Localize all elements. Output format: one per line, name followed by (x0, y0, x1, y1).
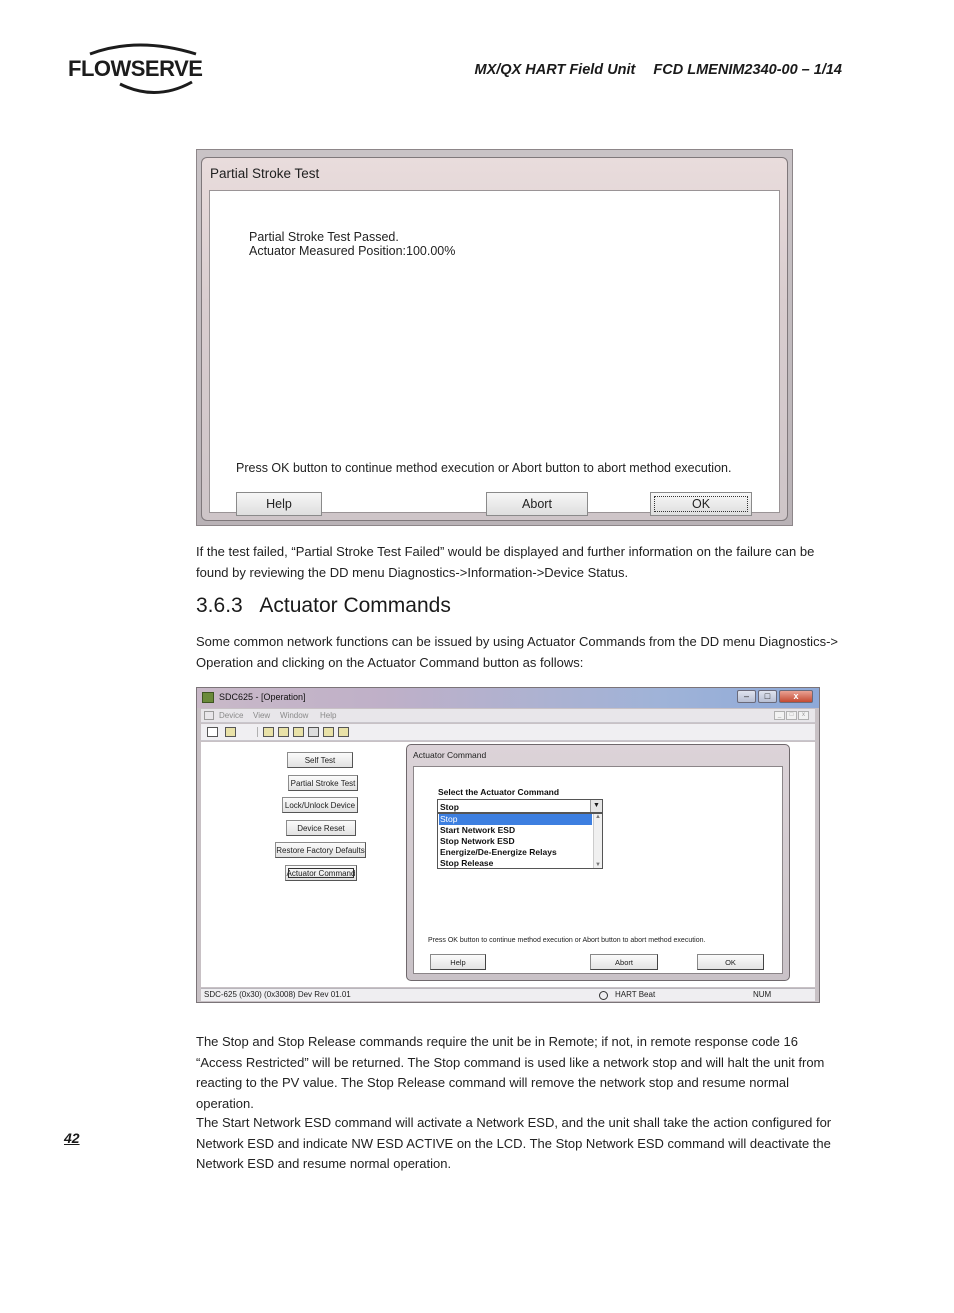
refresh-icon[interactable] (293, 727, 304, 737)
paragraph-intro: Some common network functions can be issued by using Actuator Commands from the DD menu Diagnostics-> Operation and clicking on the Actuator Command button as follows: (196, 634, 838, 670)
actuator-command-select[interactable] (437, 799, 603, 813)
toolbar (201, 724, 815, 741)
continue-prompt: Press OK button to continue method execution or Abort button to abort method execution. (236, 461, 732, 475)
paragraph-test-failed: If the test failed, “Partial Stroke Test Failed” would be displayed and further information on the failure can be found by reviewing the DD menu Diagnostics->Information->Device Status. (196, 544, 815, 580)
window-titlebar (197, 688, 819, 708)
result-line-1: Partial Stroke Test Passed. (249, 230, 399, 244)
doc-title: MX/QX HART Field Unit (474, 62, 636, 78)
ok-button[interactable]: OK (697, 954, 764, 970)
chevron-down-icon[interactable]: ▼ (590, 800, 602, 812)
option-start-network-esd[interactable]: Start Network ESD (440, 825, 516, 835)
command-options-list (437, 813, 603, 869)
actuator-command-button[interactable] (285, 865, 357, 881)
partial-stroke-test-screenshot (196, 149, 793, 526)
lock-unlock-device-button[interactable]: Lock/Unlock Device (282, 797, 358, 813)
menu-device[interactable]: Device (219, 711, 244, 720)
result-line-2: Actuator Measured Position:100.00% (249, 244, 456, 258)
doc-code: FCD LMENIM2340-00 – 1/14 (653, 62, 842, 78)
section-title: Actuator Commands (259, 594, 451, 617)
exit-icon[interactable] (338, 727, 349, 737)
dialog-title: Partial Stroke Test (210, 166, 320, 181)
actuator-command-dialog (406, 744, 790, 981)
save-icon[interactable] (323, 727, 334, 737)
running-header (475, 62, 842, 78)
list-scrollbar[interactable] (593, 814, 602, 868)
select-label: Select the Actuator Command (438, 787, 560, 797)
help-button[interactable]: Help (236, 492, 322, 516)
sdc625-operation-screenshot (196, 687, 820, 1003)
selected-value: Stop (440, 802, 459, 812)
dialog-title: Actuator Command (413, 750, 487, 760)
option-stop[interactable]: Stop (439, 814, 592, 825)
menu-view[interactable]: View (253, 711, 271, 720)
ok-button[interactable] (650, 492, 752, 516)
new-icon[interactable] (207, 727, 218, 737)
menu-help[interactable]: Help (320, 711, 337, 720)
status-num: NUM (753, 990, 772, 999)
status-hart-beat: HART Beat (615, 990, 656, 999)
doc-icon (204, 711, 214, 720)
toolbar-separator (257, 727, 258, 737)
close-icon[interactable]: x (779, 690, 813, 703)
paragraph-network-esd: The Start Network ESD command will activate a Network ESD, and the unit shall take the action configured for Network ESD and indicate NW ESD ACTIVE on the LCD. The Stop Network ESD command will deactivate the Network ESD and resume normal operation. (196, 1115, 832, 1171)
scroll-down-icon[interactable]: ▼ (595, 862, 601, 868)
help-button[interactable]: Help (430, 954, 486, 970)
restore-factory-defaults-button[interactable]: Restore Factory Defaults (275, 842, 366, 858)
mdi-restore-icon[interactable]: □ (786, 711, 797, 720)
dialog-client-area (209, 190, 780, 513)
device-reset-button[interactable]: Device Reset (286, 820, 356, 836)
partial-stroke-test-button[interactable]: Partial Stroke Test (288, 775, 358, 791)
scroll-up-icon[interactable]: ▲ (595, 814, 601, 820)
menu-window[interactable]: Window (280, 711, 309, 720)
print-icon[interactable] (308, 727, 319, 737)
window-title: SDC625 - [Operation] (219, 692, 306, 702)
mdi-minimize-icon[interactable]: _ (774, 711, 785, 720)
ok-label: OK (691, 497, 711, 511)
device-icon[interactable] (263, 727, 274, 737)
heartbeat-icon (599, 991, 608, 1000)
window-controls (737, 690, 813, 703)
page-number: 42 (64, 1130, 80, 1146)
abort-button[interactable]: Abort (486, 492, 588, 516)
abort-button[interactable]: Abort (590, 954, 658, 970)
menu-bar (201, 709, 815, 723)
section-heading (196, 594, 451, 618)
flowserve-logo (68, 42, 208, 96)
mdi-controls (774, 711, 809, 720)
option-stop-network-esd[interactable]: Stop Network ESD (440, 836, 515, 846)
result-message (249, 230, 455, 258)
option-energize-relays[interactable]: Energize/De-Energize Relays (440, 847, 557, 857)
paragraph-stop-commands: The Stop and Stop Release commands require the unit be in Remote; if not, in remote response code 16 “Access Restricted” will be returned. The Stop command is used like a network stop and will halt the unit from reacting to the PV value. The Stop Release command will remove the network stop and resume normal operation. (196, 1034, 825, 1111)
section-number: 3.6.3 (196, 594, 243, 617)
help-icon[interactable] (225, 727, 236, 737)
status-bar (201, 988, 815, 1001)
actuator-command-label: Actuator Command (286, 868, 356, 878)
maximize-icon[interactable]: □ (758, 690, 777, 703)
dialog-frame (201, 157, 788, 521)
minimize-icon[interactable]: – (737, 690, 756, 703)
dialog-client-area (413, 766, 783, 974)
continue-prompt: Press OK button to continue method execution or Abort button to abort method execution. (428, 937, 706, 944)
self-test-button[interactable]: Self Test (287, 752, 353, 768)
logo-wordmark: FLOWSERVE (68, 56, 203, 81)
gear-icon[interactable] (278, 727, 289, 737)
option-stop-release[interactable]: Stop Release (440, 858, 494, 868)
status-device: SDC-625 (0x30) (0x3008) Dev Rev 01.01 (204, 990, 351, 999)
mdi-close-icon[interactable]: x (798, 711, 809, 720)
app-icon (202, 692, 214, 703)
